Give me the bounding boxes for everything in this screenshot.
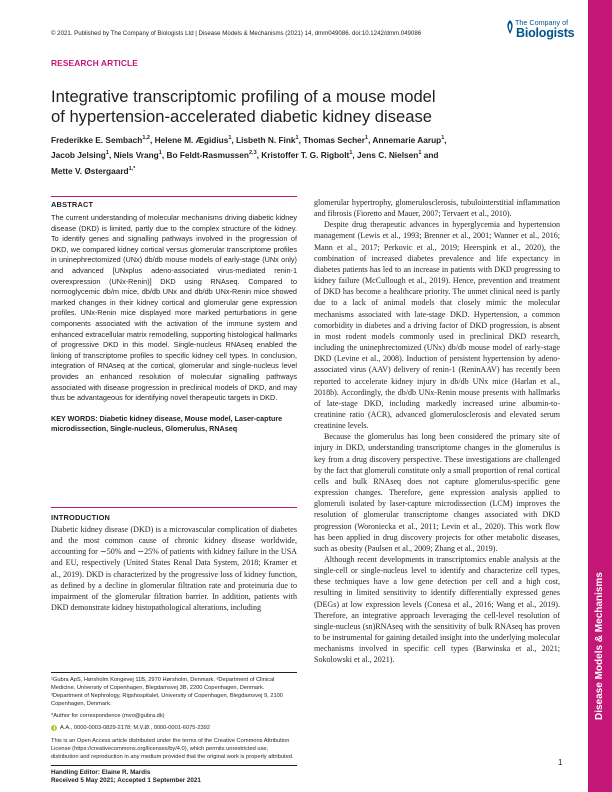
- introduction-right: [314, 197, 560, 666]
- keywords-bottom-rule: [51, 507, 297, 508]
- journal-side-label: Disease Models & Mechanisms: [594, 572, 605, 720]
- footnotes: [51, 672, 297, 786]
- author-name: Niels Vrang: [113, 150, 159, 161]
- license-footnote: This is an Open Access article distributed under the terms of the Creative Commons Attribution License (https://creativecommons.org/licenses/by/4.0), which permits unrestricted use, distribution and reproduction in any medium provided that the original work is properly attributed.: [51, 737, 294, 760]
- keywords: [51, 414, 297, 435]
- author-list: Frederikke E. Sembach$^{1,2}$, Helene M. Ægidius$^1$, Lisbeth N. Fink$^1$, Thomas Secher$^1$, Annemarie Aarup$^1$, Jacob Jelsing$^1$, Niels Vrang$^1$, Bo Feldt-Rasmussen$^{2,3}$, Kristoffer T. G. Rigbolt$^1$, Jens C. Nielsen$^1$ and Mette V. Østergaard$^{1,*}$: [51, 134, 447, 176]
- logo-mark-icon: [505, 20, 515, 34]
- author-name: Thomas Secher: [303, 134, 365, 145]
- author-name: Helene M. Ægidius: [154, 134, 229, 145]
- keywords-text: Diabetic kidney disease, Mouse model, Laser-capture microdissection, Single-nucleus, Glomerulus, RNAseq: [51, 413, 283, 434]
- author-name: Bo Feldt-Rasmussen: [166, 150, 249, 161]
- introduction-left: [51, 513, 297, 613]
- author-name: Mette V. Østergaard: [51, 165, 129, 176]
- journal-citation: © 2021. Published by The Company of Biologists Ltd | Disease Models & Mechanisms (2021) 14, dmm049086. doi:10.1242/dmm.049086: [51, 30, 422, 37]
- author-name: Kristoffer T. G. Rigbolt: [261, 150, 350, 161]
- handling-editor: Handling Editor: Elaine R. Mardis: [51, 768, 151, 776]
- author-affiliation-marker: 1: [441, 135, 445, 141]
- author-affiliation-marker: 1: [295, 135, 299, 141]
- introduction-paragraph: Because the glomerulus has long been considered the primary site of injury in DKD, understanding transcriptome changes in the glomerulus is key from a drug discovery perspective. These investigations are challenged by the fact that glomeruli constitute only a small proportion of renal cortical cells and bulk RNAseq does not capture glomerulus-specific gene expression changes. Therefore, gene expression analysis applied to glomeruli isolated by laser-capture microdissection (LCM) improves the resolution of glomerular transcriptome changes associated with DKD progression (Woroniecka et al., 2011; Levin et al., 2020). This work flow has been applied in drug discovery projects for other metabolic diseases, such as obesity (Paulsen et al., 2009; Zhang et al., 2019).: [314, 432, 560, 553]
- author-affiliation-marker: 1: [105, 150, 109, 157]
- author-affiliation-marker: 1: [365, 135, 369, 141]
- author-affiliation-marker: 1: [158, 150, 162, 157]
- orcid-footnote: [51, 724, 297, 732]
- author-affiliation-marker: 1: [418, 150, 422, 157]
- author-name: Lisbeth N. Fink: [236, 134, 296, 145]
- author-name: Jacob Jelsing: [51, 150, 106, 161]
- author-affiliation-marker: 1: [228, 135, 232, 141]
- author-affiliation-marker: 2,3: [248, 150, 257, 157]
- logo-line2: Biologists: [516, 26, 575, 40]
- author-name: Frederikke E. Sembach: [51, 134, 143, 145]
- abstract-heading: ABSTRACT: [51, 200, 94, 209]
- author-name: Jens C. Nielsen: [357, 150, 419, 161]
- author-affiliation-marker: 1,*: [128, 165, 136, 172]
- introduction-paragraph: Although recent developments in transcriptomics enable analysis at the single-cell or single-nucleus level to identify and characterize cell types, these techniques have a low gene detection per cell and a high cost, resulting in limited sensitivity to identify differentially expressed genes (DEGs) at low expression levels (Conesa et al., 2016; Wang et al., 2019). Therefore, an integrative approach leveraging the cell-level resolution of single-nucleus (sn)RNAseq with the sensitivity of bulk RNAseq has proven to be instrumental for gaining detailed insight into the underlying molecular mechanisms involved in specific cell types (Barwinska et al., 2021; Sokolowski et al., 2021).: [314, 555, 560, 665]
- orcid-icon: [51, 725, 57, 731]
- logo-line1: The Company of: [515, 18, 569, 27]
- introduction-paragraph: Despite drug therapeutic advances in hyperglycemia and hypertension management (Lewis et al., 1993; Brenner et al., 2001; Wanner et al., 2016; Mann et al., 2017; Perkovic et al., 2019; Heerspink et al., 2020), the combination of increased diabetes prevalence and life expectancy in diabetes patients has led to an increase in patients with DKD progressing to kidney failure (McCullough et al., 2019). Hence, prevention and treatment of DKD has become a healthcare priority. The unmet clinical need is partly due to a lack of animal models that closely mimic the molecular mechanisms associated with late-stage DKD. Hypertension, a common comorbidity in diabetes and a driving factor of DKD progression, is absent in most rodent models commonly used in preclinical DKD research, including the uninephrectomized (UNx) db/db mouse model of early-stage DKD (Levine et al., 2008). Induction of persistent hypertension by adeno-associated virus (AAV) delivery of renin-1 (ReninAAV) has recently been reported to accelerate kidney injury in db/db UNx mice (Harlan et al., 2018b). Accordingly, the db/db UNx-Renin mouse presents with hallmarks of late-stage DKD, including markedly increased urine albumin-to-creatinine ratio (ACR), advanced glomerulosclerosis and elevated serum creatinine levels.: [314, 220, 560, 431]
- author-affiliation-marker: 1: [349, 150, 353, 157]
- authors-connector: and: [423, 150, 439, 161]
- abstract-text: The current understanding of molecular mechanisms driving diabetic kidney disease (DKD) is limited, partly due to the complex structure of the kidney. To identify genes and signalling pathways involved in the progression of DKD, we compared kidney cortical versus glomerular transcriptome profiles in uninephrectomized (UNx) db/db mouse models of early-stage (UNx only) and advanced [UNxplus adeno-associated virus-mediated renin-1 overexpression (UNx-Renin)] DKD using RNAseq. Compared to normoglycemic db/m mice, db/db UNx and db/db UNx-Renin mice showed marked changes in their kidney cortical and glomerular gene expression profiles. UNx-Renin mice displayed more marked perturbations in gene components associated with the activation of the immune system and enhanced extracellular matrix remodelling, supporting histological hallmarks of progressive DKD in this model. Single-nucleus RNAseq enabled the linking of transcriptome profiles to specific kidney cell types. In conclusion, integration of RNAseq at the cortical, glomerular and single-nucleus level provides an enhanced resolution of molecular signalling pathways associated with disease progression in preclinical models of DKD, and may thus be advantageous for identifying novel therapeutic targets in DKD.: [51, 213, 297, 403]
- introduction-paragraph: glomerular hypertrophy, glomerulosclerosis, tubulointerstitial inflammation and fibrosis (Fioretto and Mauer, 2007; Tervaert et al., 2010).: [314, 198, 560, 219]
- title-line: of hypertension-accelerated diabetic kidney disease: [51, 106, 432, 126]
- page-number: 1: [558, 758, 563, 767]
- affiliations-footnote: ¹Gubra ApS, Hørsholm Kongevej 11B, 2970 Hørsholm, Denmark. ²Department of Clinical Medicine, University of Copenhagen, Blegdamsvej 3B, 2200 Copenhagen, Denmark. ³Department of Nephrology, Rigshospitalet, University of Copenhagen, Blegdamsvej 9, 2100 Copenhagen, Denmark.: [51, 677, 283, 708]
- article-type-label: RESEARCH ARTICLE: [51, 58, 138, 68]
- introduction-heading: INTRODUCTION: [51, 513, 111, 522]
- correspondence-footnote: *Author for correspondence (mvo@gubra.dk): [51, 713, 165, 720]
- abstract-top-rule: [51, 196, 297, 197]
- introduction-paragraph: Diabetic kidney disease (DKD) is a microvascular complication of diabetes and the most common cause of chronic kidney disease worldwide, accounting for ∼50% and ∼25% of patients with kidney failure in the USA and EU, respectively (United States Renal Data System, 2018; Kramer et al., 2019). DKD is characterized by the progressive loss of kidney function, as defined by a decline in glomerular filtration rate and proteinuria due to impairment of the glomerular filtration barrier. In addition, patients with DKD demonstrate kidney histopathological alterations, including: [51, 525, 297, 613]
- author-affiliation-marker: 1,2: [142, 135, 150, 141]
- keywords-label: KEY WORDS:: [51, 413, 98, 423]
- editor-block: [51, 765, 297, 786]
- orcid-text[interactable]: A.A., 0000-0003-0829-2178; M.V.Ø., 0000-0001-6075-2392: [60, 725, 210, 732]
- publisher-logo[interactable]: [503, 18, 573, 44]
- article-title: [51, 87, 521, 126]
- title-line: Integrative transcriptomic profiling of a mouse model: [51, 87, 436, 106]
- author-name: Annemarie Aarup: [372, 134, 442, 145]
- abstract-section: [51, 200, 297, 435]
- received-dates: Received 5 May 2021; Accepted 1 September 2021: [51, 777, 201, 785]
